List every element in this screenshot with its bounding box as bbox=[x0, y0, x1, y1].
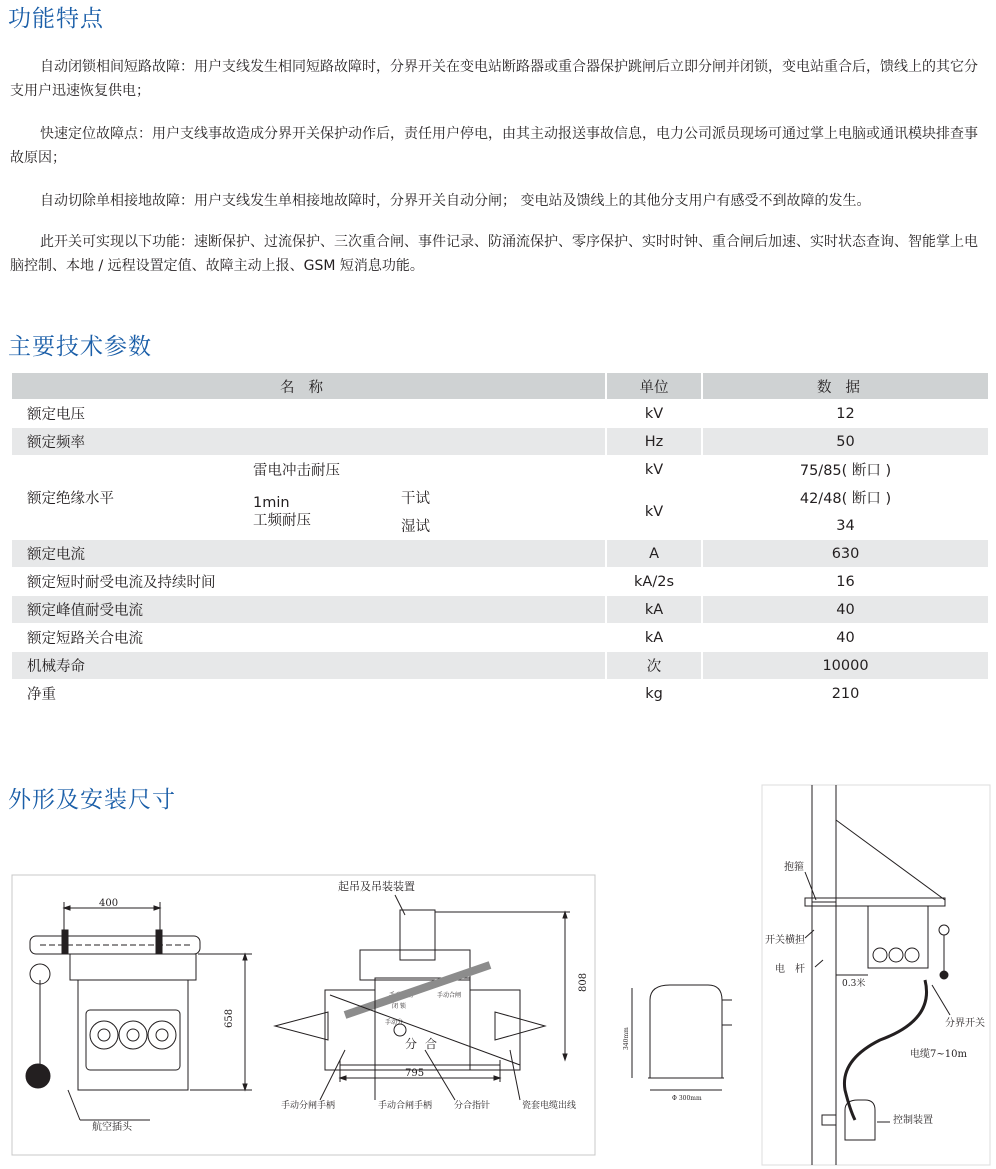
label-position-indicator: 分合指针 bbox=[454, 1101, 491, 1111]
param-name: 额定短路关合电流 bbox=[11, 624, 606, 652]
panel-manual-open-text: 手动分闸 bbox=[389, 992, 414, 999]
param-unit: kg bbox=[606, 680, 702, 708]
param-name: 额定短时耐受电流及持续时间 bbox=[11, 568, 606, 596]
label-aviation-plug: 航空插头 bbox=[92, 1122, 132, 1133]
dim-795: 795 bbox=[405, 1068, 425, 1079]
feature-paragraph-1: 自动闭锁相间短路故障：用户支线发生相同短路故障时，分界开关在变电站断路器或重合器保护跳闸后立即分闸并闭锁，变电站重合后，馈线上的其它分支用户迅速恢复供电； bbox=[10, 59, 978, 99]
dimension-drawings bbox=[0, 760, 996, 1169]
table-row bbox=[11, 680, 988, 708]
features-heading: 功能特点 bbox=[8, 6, 104, 32]
label-lifting-device: 起吊及吊装装置 bbox=[338, 880, 415, 893]
label-controller: 控制装置 bbox=[893, 1115, 933, 1126]
param-subname-line2: 工频耐压 bbox=[253, 512, 311, 529]
panel-open-text: 分 bbox=[405, 1037, 418, 1051]
front-view-drawing bbox=[26, 898, 252, 1133]
param-value: 12 bbox=[702, 400, 988, 428]
table-row bbox=[11, 400, 988, 428]
header-data: 数据 bbox=[702, 373, 988, 400]
table-row bbox=[11, 540, 988, 568]
param-name: 额定电流 bbox=[11, 540, 606, 568]
param-name: 额定电压 bbox=[11, 400, 606, 428]
dim-300mm: Φ 300mm bbox=[672, 1095, 702, 1102]
param-unit: kV bbox=[606, 484, 702, 540]
param-unit: kA/2s bbox=[606, 568, 702, 596]
param-name: 机械寿命 bbox=[11, 652, 606, 680]
param-subname: 干试 bbox=[400, 484, 606, 512]
params-table bbox=[10, 373, 988, 707]
feature-paragraph-2: 快速定位故障点：用户支线事故造成分界开关保护动作后，责任用户停电，由其主动报送事故信息，电力公司派员现场可通过掌上电脑或通讯模块排查事故原因； bbox=[10, 126, 978, 166]
feature-paragraph-4: 此开关可实现以下功能：速断保护、过流保护、三次重合闸、事件记录、防涌流保护、零序保护、实时时钟、重合闸后加速、实时状态查询、智能掌上电脑控制、本地 / 远程设置定值、故障主动上报、GSM 短消息功能。 bbox=[10, 234, 978, 274]
panel-manual-part-text: 手动分 bbox=[385, 1019, 404, 1026]
dim-340mm: 340mm bbox=[623, 1027, 630, 1050]
panel-close-text: 合 bbox=[425, 1037, 438, 1051]
param-unit: Hz bbox=[606, 428, 702, 456]
param-value: 50 bbox=[702, 428, 988, 456]
param-subname: 湿试 bbox=[400, 512, 606, 540]
param-unit: kA bbox=[606, 596, 702, 624]
table-row bbox=[11, 456, 988, 484]
param-value: 40 bbox=[702, 624, 988, 652]
label-pole: 电 杆 bbox=[775, 964, 805, 975]
label-bushing-outlet: 瓷套电缆出线 bbox=[522, 1101, 577, 1111]
table-row bbox=[11, 624, 988, 652]
param-name: 额定频率 bbox=[11, 428, 606, 456]
param-name: 额定峰值耐受电流 bbox=[11, 596, 606, 624]
param-value: 10000 bbox=[702, 652, 988, 680]
param-name: 净重 bbox=[11, 680, 606, 708]
label-boundary-switch: 分界开关 bbox=[945, 1018, 985, 1029]
table-row bbox=[11, 596, 988, 624]
label-cable-length: 电缆7~10m bbox=[910, 1049, 967, 1060]
param-name: 额定绝缘水平 bbox=[11, 456, 252, 540]
param-value: 34 bbox=[702, 512, 988, 540]
label-distance: 0.3米 bbox=[842, 979, 866, 989]
label-manual-open-handle: 手动分闸手柄 bbox=[281, 1101, 336, 1111]
label-hoop: 抱箍 bbox=[784, 862, 804, 873]
param-unit: 次 bbox=[606, 652, 702, 680]
params-heading: 主要技术参数 bbox=[8, 334, 152, 360]
param-value: 75/85( 断口 ) bbox=[702, 456, 988, 484]
param-unit: kV bbox=[606, 456, 702, 484]
param-value: 630 bbox=[702, 540, 988, 568]
dimensions-heading: 外形及安装尺寸 bbox=[8, 787, 176, 813]
param-value: 42/48( 断口 ) bbox=[702, 484, 988, 512]
param-value: 16 bbox=[702, 568, 988, 596]
param-unit: kA bbox=[606, 624, 702, 652]
table-row bbox=[11, 428, 988, 456]
label-manual-close-handle: 手动合闸手柄 bbox=[378, 1101, 433, 1111]
param-value: 210 bbox=[702, 680, 988, 708]
param-subname-line1: 1min bbox=[253, 494, 290, 511]
dim-658: 658 bbox=[224, 1008, 235, 1028]
feature-paragraph-3: 自动切除单相接地故障：用户支线发生单相接地故障时，分界开关自动分闸； 变电站及馈线上的其他分支用户有感受不到故障的发生。 bbox=[40, 193, 871, 209]
param-unit: A bbox=[606, 540, 702, 568]
controller-drawing bbox=[623, 985, 732, 1102]
panel-lock-text: 闭 锁 bbox=[392, 1003, 406, 1010]
param-subname bbox=[252, 484, 400, 540]
param-subname: 雷电冲击耐压 bbox=[252, 456, 606, 484]
label-crossarm: 开关横担 bbox=[765, 935, 805, 946]
side-view-drawing bbox=[275, 879, 589, 1111]
header-name: 名称 bbox=[11, 373, 606, 400]
param-value: 40 bbox=[702, 596, 988, 624]
pole-installation-drawing bbox=[765, 785, 985, 1165]
dim-400: 400 bbox=[99, 898, 119, 909]
header-unit: 单位 bbox=[606, 373, 702, 400]
table-row bbox=[11, 652, 988, 680]
drawing-frame bbox=[762, 785, 990, 1165]
table-row bbox=[11, 568, 988, 596]
panel-manual-close-text: 手动合闸 bbox=[437, 992, 462, 999]
dim-808: 808 bbox=[578, 972, 589, 992]
param-unit: kV bbox=[606, 400, 702, 428]
